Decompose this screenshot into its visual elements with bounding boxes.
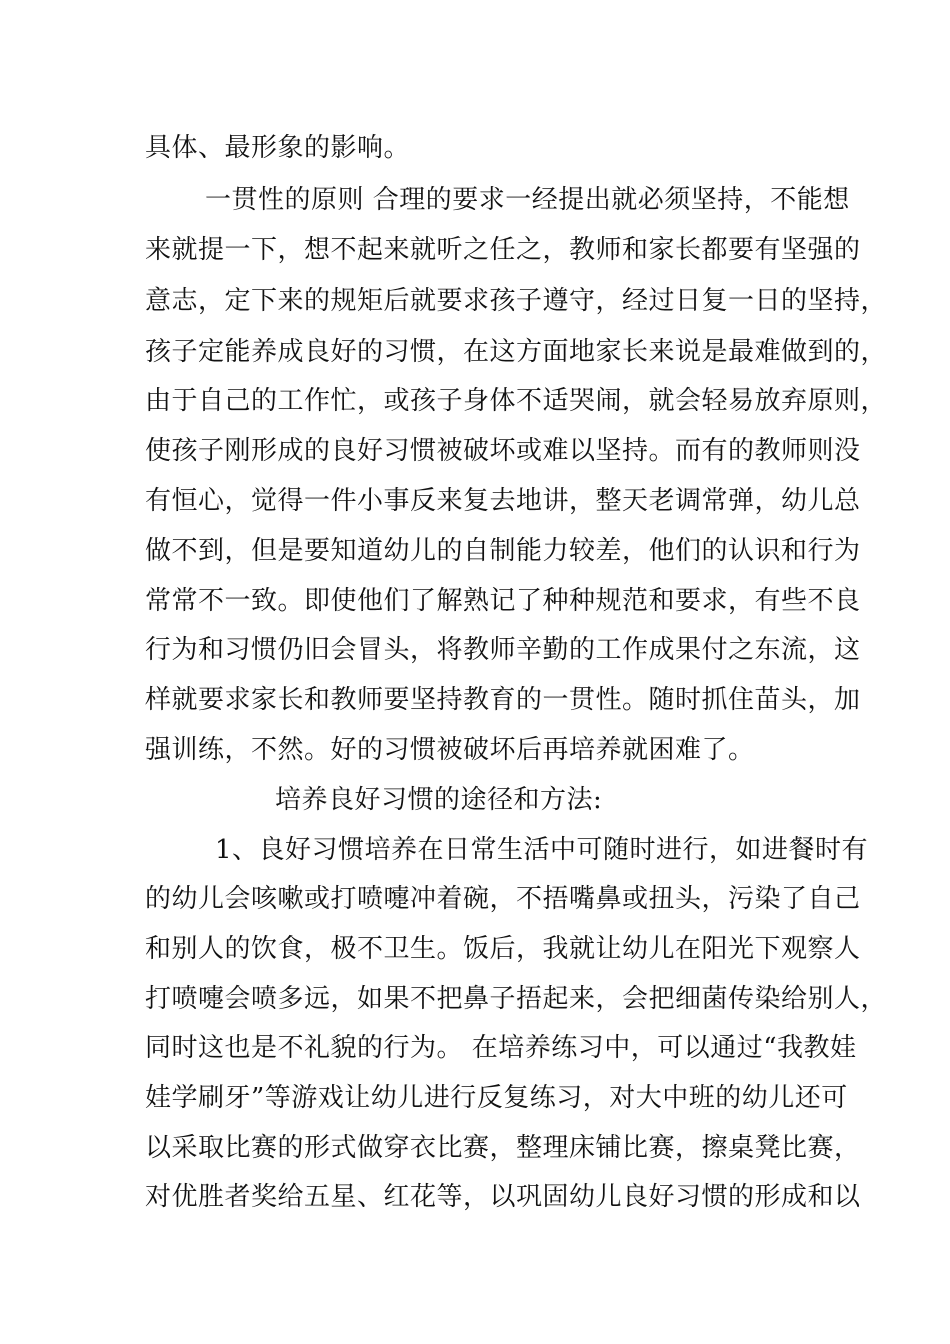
text-line: 对优胜者奖给五星、红花等，以巩固幼儿良好习惯的形成和以 xyxy=(145,1182,861,1212)
text-line: 行为和习惯仍旧会冒头，将教师辛勤的工作成果付之东流，这 xyxy=(145,635,861,665)
text-line: 做不到，但是要知道幼儿的自制能力较差，他们的认识和行为 xyxy=(145,536,861,566)
text-line: 1、良好习惯培养在日常生活中可随时进行，如进餐时有 xyxy=(215,835,869,865)
text-line: 以采取比赛的形式做穿衣比赛，整理床铺比赛，擦桌凳比赛， xyxy=(145,1133,861,1163)
text-line: 有恒心，觉得一件小事反来复去地讲，整天老调常弹，幼儿总 xyxy=(145,486,861,516)
text-line: 和别人的饮食，极不卫生。饭后，我就让幼儿在阳光下观察人 xyxy=(145,934,861,964)
text-line: 孩子定能养成良好的习惯，在这方面地家长来说是最难做到的， xyxy=(145,337,888,367)
text-line: 娃学刷牙”等游戏让幼儿进行反复练习，对大中班的幼儿还可 xyxy=(145,1083,848,1113)
text-line: 来就提一下，想不起来就听之任之，教师和家长都要有坚强的 xyxy=(145,235,861,265)
text-line: 具体、最形象的影响。 xyxy=(145,133,411,163)
text-line: 打喷嚏会喷多远，如果不把鼻子捂起来，会把细菌传染给别人， xyxy=(145,984,888,1014)
text-line: 使孩子刚形成的良好习惯被破坏或难以坚持。而有的教师则没 xyxy=(145,436,861,466)
text-line: 样就要求家长和教师要坚持教育的一贯性。随时抓住苗头，加 xyxy=(145,685,861,715)
text-line: 强训练，不然。好的习惯被破坏后再培养就困难了。 xyxy=(145,735,755,765)
text-line: 意志，定下来的规矩后就要求孩子遵守，经过日复一日的坚持， xyxy=(145,286,888,316)
text-line: 一贯性的原则 合理的要求一经提出就必须坚持，不能想 xyxy=(205,185,850,215)
text-line: 的幼儿会咳嗽或打喷嚏冲着碗，不捂嘴鼻或扭头，污染了自己 xyxy=(145,884,861,914)
section-heading: 培养良好习惯的途径和方法: xyxy=(275,785,603,815)
text-line: 同时这也是不礼貌的行为。 在培养练习中，可以通过“我教娃 xyxy=(145,1033,857,1063)
text-line: 常常不一致。即使他们了解熟记了种种规范和要求，有些不良 xyxy=(145,586,861,616)
text-line: 由于自己的工作忙，或孩子身体不适哭闹，就会轻易放弃原则， xyxy=(145,386,888,416)
